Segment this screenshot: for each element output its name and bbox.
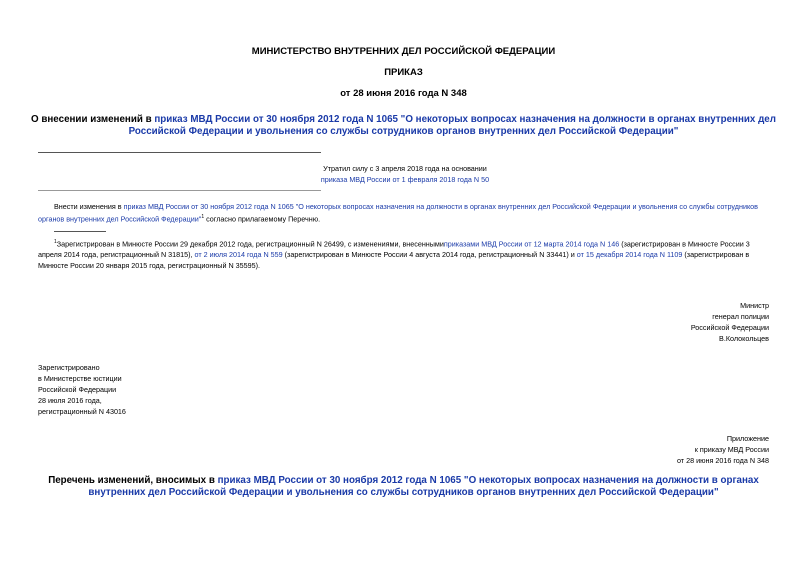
list-title xyxy=(30,475,777,499)
status-link[interactable]: приказа МВД России от 1 февраля 2018 года N 50 xyxy=(320,175,490,184)
footnote-link[interactable]: от 2 июля 2014 года N 559 xyxy=(194,250,283,260)
doc-type-heading: ПРИКАЗ xyxy=(384,67,423,78)
registration-line: 28 июля 2016 года, xyxy=(38,396,102,405)
footnote-link[interactable]: от 15 декабря 2014 года N 1109 xyxy=(576,250,683,260)
order-date-number: от 28 июня 2016 года N 348 xyxy=(340,88,467,99)
divider xyxy=(38,152,321,153)
footnote-ref: 1 xyxy=(201,214,205,220)
order-title-prefix: О внесении изменений в xyxy=(31,114,155,125)
order-title xyxy=(30,114,777,138)
appendix-line: Приложение xyxy=(726,434,769,443)
status-block xyxy=(240,163,570,185)
registration-line: в Министерстве юстиции xyxy=(38,374,122,383)
registration-block xyxy=(38,362,278,417)
footnote-text: (зарегистрирован в Минюсте России 3 апреля 2014 года, регистрационный N 31815), xyxy=(38,239,750,260)
body-prefix: Внести изменения в xyxy=(54,202,124,211)
body-suffix: согласно прилагаемому Перечню. xyxy=(204,214,321,224)
registration-line: Российской Федерации xyxy=(38,385,117,394)
list-title-prefix: Перечень изменений, вносимых в xyxy=(48,475,218,486)
status-line: Утратил силу с 3 апреля 2018 года на основании xyxy=(323,164,487,173)
appendix-line: от 28 июня 2016 года N 348 xyxy=(676,456,769,465)
signature-line: Министр xyxy=(740,301,769,310)
footnote-link[interactable]: приказами МВД России от 12 марта 2014 года N 146 xyxy=(443,239,620,249)
appendix-line: к приказу МВД России xyxy=(694,445,769,454)
body-link[interactable]: приказ МВД России от 30 ноября 2012 года N 1065 "О некоторых вопросах назначения на должности в органах внутренних дел Российской Федерации и увольнения со службы сотрудников органов внутренних дел Российской Федерации" xyxy=(38,202,759,224)
divider xyxy=(38,190,321,191)
signature-line: Российской Федерации xyxy=(690,323,769,332)
signature-block xyxy=(560,300,769,344)
signature-line: В.Колокольцев xyxy=(719,334,769,343)
footnote-divider xyxy=(54,231,106,232)
footnote-paragraph xyxy=(38,237,772,271)
footnote-text: Зарегистрирован в Минюсте России 29 декабря 2012 года, регистрационный N 26499, с изменениями, внесенными xyxy=(56,239,444,249)
list-title-link[interactable]: приказ МВД России от 30 ноября 2012 года N 1065 "О некоторых вопросах назначения на должности в органах внутренних дел Российской Федерации и увольнения со службы сотрудников органов внутренних дел Российской Федерации" xyxy=(88,475,759,498)
footnote-mark: 1 xyxy=(54,239,57,245)
registration-line: регистрационный N 43016 xyxy=(38,407,126,416)
footnote-text: (зарегистрирован в Минюсте России 4 августа 2014 года, регистрационный N 33441) и xyxy=(282,250,577,260)
body-paragraph xyxy=(38,201,772,224)
order-title-link[interactable]: приказ МВД России от 30 ноября 2012 года N 1065 "О некоторых вопросах назначения на должности в органах внутренних дел Российской Федерации и увольнения со службы сотрудников органов внутренних дел Российской Федерации" xyxy=(128,114,776,137)
appendix-block xyxy=(560,433,769,466)
footnote-text: (зарегистрирован в Минюсте России 20 января 2015 года, регистрационный N 35595). xyxy=(38,250,750,271)
signature-line: генерал полиции xyxy=(712,312,769,321)
ministry-heading: МИНИСТЕРСТВО ВНУТРЕННИХ ДЕЛ РОССИЙСКОЙ ФЕДЕРАЦИИ xyxy=(251,46,556,57)
registration-line: Зарегистрировано xyxy=(38,363,100,372)
